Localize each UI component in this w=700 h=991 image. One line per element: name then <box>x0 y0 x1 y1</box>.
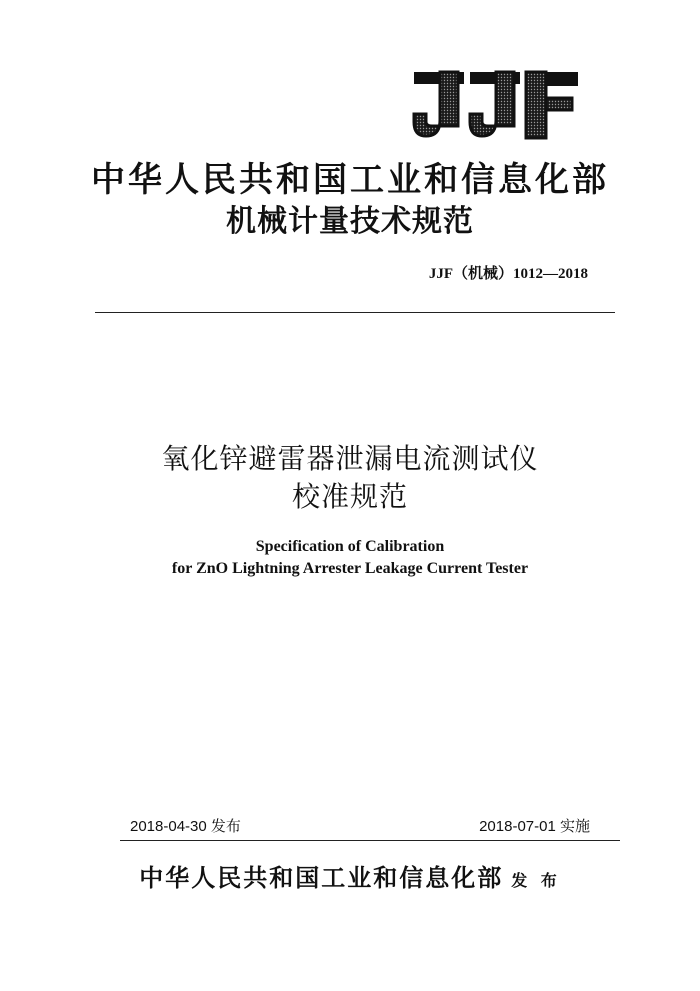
ministry-title: 中华人民共和国工业和信息化部 <box>91 160 609 200</box>
document-number: JJF（机械）1012—2018 <box>428 266 588 282</box>
chinese-title-line-2: 校准规范 <box>291 480 408 513</box>
publisher-name: 中华人民共和国工业和信息化部 <box>139 863 504 892</box>
chinese-title-line-1: 氧化锌避雷器泄漏电流测试仪 <box>161 442 539 475</box>
issue-date: 2018-04-30 发布 <box>130 818 241 835</box>
bottom-divider <box>120 840 620 841</box>
top-divider <box>95 312 615 313</box>
english-title-line-1: Specification of Calibration <box>255 538 445 555</box>
series-title: 机械计量技术规范 <box>226 204 474 239</box>
publisher-suffix: 发 布 <box>511 871 561 890</box>
effective-date: 2018-07-01 实施 <box>479 818 590 835</box>
english-title-line-2: for ZnO Lightning Arrester Leakage Current Tester <box>171 560 529 577</box>
publisher-line <box>0 861 700 898</box>
jjf-logo-icon <box>410 70 582 142</box>
